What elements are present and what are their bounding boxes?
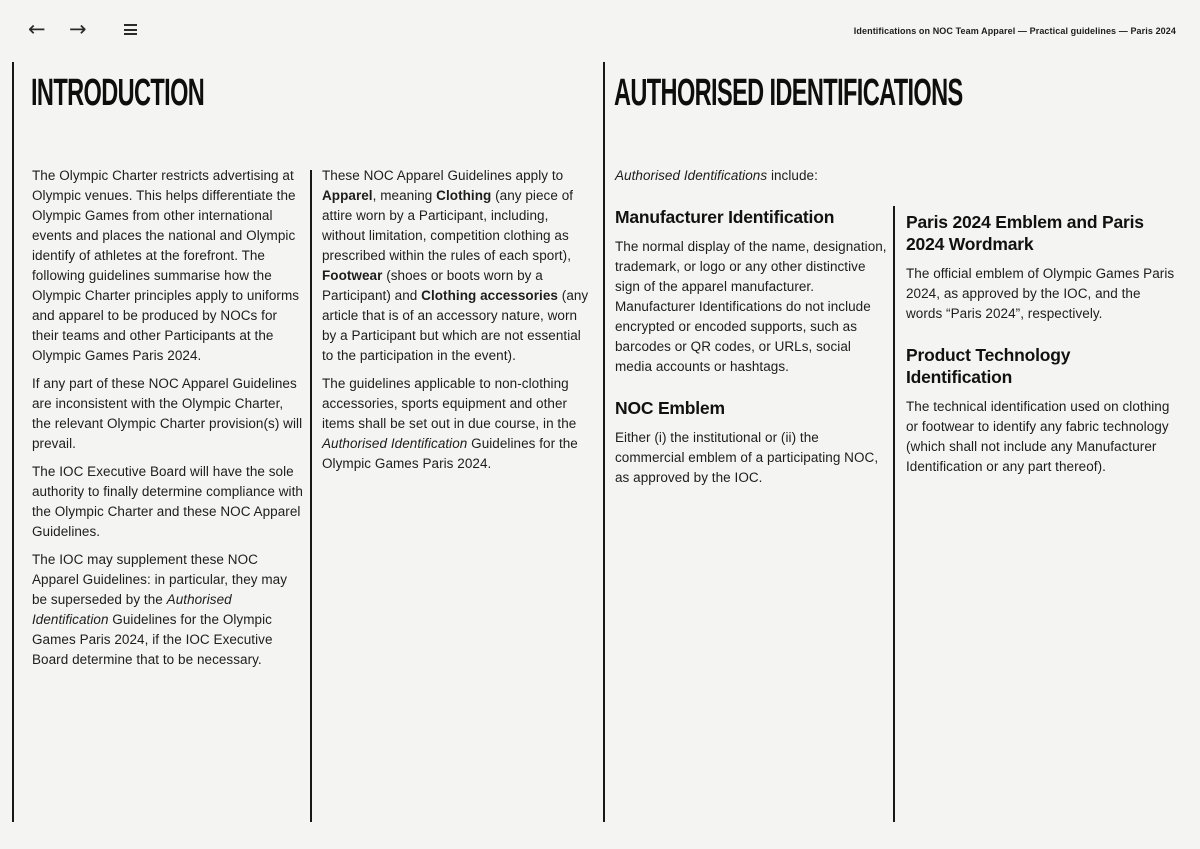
paragraph: If any part of these NOC Apparel Guidelines are inconsistent with the Olympic Charter, the relevant Olympic Charter provision(s) will prevail. — [32, 376, 303, 451]
introduction-column-1 — [32, 166, 304, 678]
section-title-introduction: INTRODUCTION — [31, 72, 205, 114]
paragraph: The IOC Executive Board will have the sole authority to finally determine compliance with the Olympic Charter and these NOC Apparel Guidelines. — [32, 464, 303, 539]
subsection-noc-emblem — [615, 397, 891, 488]
paragraph: These NOC Apparel Guidelines apply to Apparel, meaning Clothing (any piece of attire worn by a Participant, including, without limitation, competition clothing as prescribed within the rules of each sport), Footwear (shoes or boots worn by a Participant) and Clothing accessories (any article that is of an accessory nature, worn by a Participant but which are not essential to the participation in the event). — [322, 168, 589, 363]
authorised-intro-line: Authorised Identifications include: — [615, 168, 818, 183]
subsection-product-technology-identification — [906, 344, 1178, 477]
rule-authorised-left — [603, 62, 605, 822]
menu-button[interactable] — [124, 24, 139, 36]
document-header-title: Identifications on NOC Team Apparel — Practical guidelines — Paris 2024 — [853, 26, 1176, 36]
rule-introduction-column-divider — [310, 170, 312, 822]
subsection-body: Either (i) the institutional or (ii) the commercial emblem of a participating NOC, as approved by the IOC. — [615, 430, 879, 485]
subsection-heading: Paris 2024 Emblem and Paris 2024 Wordmark — [906, 212, 1144, 254]
section-title-authorised-identifications: AUTHORISED IDENTIFICATIONS — [614, 72, 963, 114]
forward-button[interactable] — [69, 17, 87, 41]
subsection-heading: Product Technology Identification — [906, 345, 1071, 387]
paragraph: The guidelines applicable to non-clothing accessories, sports equipment and other items shall be set out in due course, in the Authorised Identification Guidelines for the Olympic Games Paris 2024. — [322, 376, 578, 471]
paragraph: The IOC may supplement these NOC Apparel Guidelines: in particular, they may be superseded by the Authorised Identification Guidelines for the Olympic Games Paris 2024, if the IOC Executive Board determine that to be necessary. — [32, 552, 288, 667]
subsection-body: The official emblem of Olympic Games Paris 2024, as approved by the IOC, and the words “Paris 2024”, respectively. — [906, 266, 1175, 321]
back-button[interactable] — [28, 17, 46, 41]
rule-introduction-left — [12, 62, 14, 822]
subsection-body: The normal display of the name, designation, trademark, or logo or any other distinctive sign of the apparel manufacturer. Manufacturer Identifications do not include encrypted or encoded supports, such as barcodes or QR codes, or URLs, social media accounts or hashtags. — [615, 239, 887, 374]
subsection-heading: Manufacturer Identification — [615, 207, 835, 227]
authorised-column-2 — [906, 191, 1178, 485]
paragraph: The Olympic Charter restricts advertising at Olympic venues. This helps differentiate the Olympic Games from other international events and places the national and Olympic identify of athletes at the forefront. The following guidelines summarise how the Olympic Charter principles apply to uniforms and apparel to be produced by NOCs for their teams and other Participants at the Olympic Games Paris 2024. — [32, 168, 300, 363]
subsection-body: The technical identification used on clothing or footwear to identify any fabric technology (which shall not include any Manufacturer Identification or any part thereof). — [906, 399, 1170, 474]
introduction-column-2 — [322, 166, 594, 482]
subsection-heading: NOC Emblem — [615, 398, 725, 418]
subsection-manufacturer-identification — [615, 206, 891, 377]
hamburger-icon — [124, 24, 139, 35]
arrow-right-icon: → — [69, 17, 87, 41]
authorised-column-1 — [615, 166, 891, 496]
subsection-paris-2024-emblem-wordmark — [906, 211, 1178, 324]
rule-authorised-column-divider — [893, 206, 895, 822]
arrow-left-icon: ← — [28, 17, 46, 41]
